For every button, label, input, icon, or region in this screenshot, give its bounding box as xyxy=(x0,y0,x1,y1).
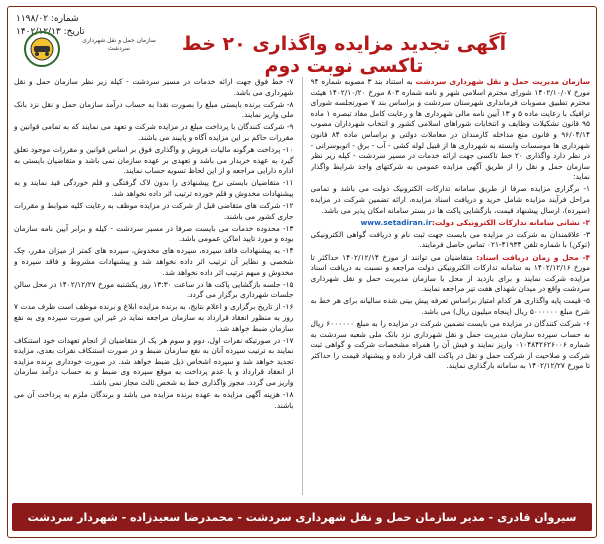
paragraph-text: ۳- علاقمندان به شرکت در مزایده می بایست جهت ثبت نام و دریافت گواهی الکترونیکی (توکن) با شماره تلفن ۴۱۹۳۴-۰۲۱ تماس حاصل فرمایند. xyxy=(310,229,590,250)
paragraph-text: ۱۸- هزینه آگهی مزایده به عهده برنده مزایده می باشد و برندگان ملزم به پرداخت آن می باشند. xyxy=(14,390,294,410)
paragraph-text: ۱۷- در صورتیکه نفرات اول، دوم و سوم هر یک از متقاضیان از انجام تعهدات خود استنکاف نمایند به ترتیب سپرده آنان به نفع سازمان ضبط و در صورت استنکاف نفرات بعدی، مزایده تجدید خواهد شد و سپرده اشخاص ذیل ضبط خواهد شد. در صورت خودداری برنده مزایده از انعقاد قرارداد و یا عدم پرداخت به موقع سپرده وی ضبط و به حساب درآمد سازمان واریز می گردد. مجوز واگذاری خط به شخص ثالث مجاز نمی باشد. xyxy=(14,335,294,388)
paragraph-text: ۵- قیمت پایه واگذاری هر کدام امتیاز براساس تعرفه پیش بینی شده سالیانه برای هر خط به شرح مبلغ ۵۰۰۰۰۰۰ ریال (پنجاه میلیون ریال) می باشد. xyxy=(310,296,590,316)
notice-paragraph xyxy=(14,178,294,199)
notice-paragraph xyxy=(14,302,294,334)
notice-paragraph xyxy=(311,319,591,372)
signatories: سیروان قادری - مدیر سازمان حمل و نقل شهرداری سردشت - محمدرضا سعیدزاده - شهردار سردشت xyxy=(27,510,577,524)
notice-paragraph xyxy=(14,201,294,222)
notice-paragraph xyxy=(14,77,294,98)
paragraph-text: ۹- شرکت کنندگان با پرداخت مبلغ در مزایده شرکت و تعهد می نمایند که به تمامی قوانین و مقررات حاکم بر این مزایده آگاه و پایبند می باشند. xyxy=(14,122,294,142)
paragraph-text: ۶- شرکت کنندگان در مزایده می بایست تضمین شرکت در مزایده را به مبلغ ۶۰۰۰۰۰۰ ریال به حساب سپرده سازمان مدیریت حمل و نقل شهرداری نزد بانک ملی شعبه سردشت به شماره ۰۱۰۴۸۴۲۶۲۶۰۰۶ واریز نمایند و فیش آن را همراه مشخصات شرکت و گواهی ثبت شرکت و صلاحیت از شرکت حمل و نقل در پاکت الف قرار داده و پیشنهاد قیمت را حداکثر تا مورخ ۱۴۰۲/۱۲/۲۷ به سامانه بارگذاری نمایند. xyxy=(310,319,590,371)
notice-frame xyxy=(7,6,597,538)
paragraph-text: متقاضیان می توانند از مورخ ۱۴۰۲/۱۲/۱۴ حداکثر تا مورخ ۱۴۰۲/۱۲/۱۶ به سامانه تدارکات الکترونیکی دولت مراجعه و نسبت به دریافت اسناد مزایده شرکت نمایند و برای بازدید از محل با سازمان مدیریت حمل و نقل شهرداری سردشت واقع در میدان شهدای هفت تیر مراجعه نمایند. xyxy=(310,252,590,294)
notice-paragraph xyxy=(311,230,591,251)
notice-paragraph xyxy=(14,100,294,121)
left-column xyxy=(14,77,294,495)
paragraph-text: ۱۰- پرداخت هرگونه مالیات فروش و واگذاری فوق بر اساس قوانین و مقررات موجود تعلق گیرد به عهده خریدار می باشد و تعهدی بر عهده سازمان نمی باشد و متقاضیان بایستی به اداره دارایی مراجعه و از این لحاظ تسویه حساب نمایند. xyxy=(14,145,294,176)
notice-paragraph xyxy=(311,77,591,183)
highlighted-text: ۲- نشانی سامانه تدارکات الکترونیکی دولت: xyxy=(431,217,590,227)
notice-paragraph xyxy=(311,218,591,229)
setad-website-link[interactable]: www.setadiran.ir xyxy=(357,217,432,227)
paragraph-text: ۸- شرکت برنده بایستی مبلغ را بصورت نقدا به حساب درآمد سازمان حمل و نقل نزد بانک ملی واریز نمایند. xyxy=(14,99,294,120)
notice-body xyxy=(14,77,590,495)
notice-header xyxy=(14,11,590,77)
notice-paragraph xyxy=(311,184,591,216)
logo-caption: سازمان حمل و نقل شهرداری سردشت xyxy=(82,37,156,52)
notice-paragraph xyxy=(311,296,591,317)
highlighted-text: سازمان مدیریت حمل و نقل شهرداری سردشت xyxy=(415,77,590,86)
paragraph-text: ۱۴- به پیشنهادات فاقد سپرده، سپرده های مخدوش، سپرده های کمتر از میزان مقرر، چک شخصی و نظایر آن ترتیب اثر داده نخواهد شد و پیشنهادات مشروط و فاقد سپرده و مخدوش و مبهم ترتیب اثر داده نخواهد شد. xyxy=(14,246,294,277)
paragraph-text: به استناد بند ۳ مصوبه شماره ۹۴ مورخ ۱۴۰۲/۱۰/۰۷ شورای محترم اسلامی شهر و نامه شماره ۸۰۳ مورخ ۱۴۰۲/۱۰/۲۰ هیئت محترم تطبیق مصوبات فرمانداری شهرستان سردشت و براساس بند ۷ صورتجلسه شورای ترافیک با رعایت ماده ۵ و ۱۳ آیین نامه مالی شهرداری ها و رعایت کامل مفاد تبصره ۱ ماده ۹۵ قانون تشکیلات وظایف و انتخابات شوراهای اسلامی کشور و انتخاب شهرداران مصوب ۹۶/۰۴/۱۴ و قانون منع مداخله کارمندان در معاملات دولتی و براساس ماده ۸۴ قانون شهرداری ها موسسات وابسته به شهرداری ها از قبیل لوله کشی - آب - برق - اتوبوسرانی - در نظر دارد واگذاری ۲۰ خط تاکسی جهت ارائه خدمات در مسیر سردشت - کیله زیر نظر سازمان حمل و نقل را از طریق آگهی مزایده عمومی به شرکتهای واجد شرایط واگذار نماید: xyxy=(310,77,590,182)
signature-footer xyxy=(12,503,592,531)
notice-paragraph xyxy=(14,280,294,301)
paragraph-text: ۱۵- جلسه بازگشایی پاکت ها در ساعت ۱۳:۳۰ روز یکشنبه مورخ ۱۴۰۲/۱۲/۲۷ در محل سالن جلسات شهرداری برگزار می گردد. xyxy=(14,279,294,300)
taxi-organization-logo-icon xyxy=(22,29,78,69)
paragraph-text: ۷- خط فوق جهت ارائه خدمات در مسیر سردشت - کیله زیر نظر سازمان حمل و نقل شهرداری می باشد. xyxy=(14,77,294,97)
paragraph-text: ۱۱- متقاضیان بایستی نرخ پیشنهادی را بدون لاک گرفتگی و قلم خوردگی قید نمایند و به پیشنهادات مخدوش و قلم خورده ترتیب اثر داده نخواهد شد. xyxy=(14,178,294,198)
paragraph-text: ۱۳- محدوده خدمات می بایست صرفا در مسیر سردشت - کیله و برابر آیین نامه سازمان بوده و مورد تایید اماکن عمومی باشد. xyxy=(14,223,294,244)
paragraph-text: ۱۶- از تاریخ برگزاری و اعلام نتایج، به برنده مزایده ابلاغ و برنده موظف است ظرف مدت ۷ روز به منظور انعقاد قرارداد به سازمان مراجعه نماید در غیر این صورت سپرده وی به نفع سازمان ضبط خواهد شد. xyxy=(14,302,294,333)
notice-title: آگهی تجدید مزایده واگذاری ۲۰ خط تاکسی نوبت دوم xyxy=(181,33,507,77)
notice-paragraph xyxy=(14,145,294,177)
highlighted-text: ۴- محل و زمان دریافت اسناد: xyxy=(476,252,590,262)
column-divider xyxy=(302,77,303,495)
notice-date: تاریخ: ۱۴۰۲/۱۲/۱۳ xyxy=(16,27,85,37)
notice-number: شماره: ۱۱۹۸/۰۲ xyxy=(16,14,79,24)
notice-paragraph xyxy=(14,246,294,278)
notice-paragraph xyxy=(14,224,294,245)
notice-paragraph xyxy=(311,253,591,295)
notice-paragraph xyxy=(14,390,294,411)
paragraph-text: ۱۲- شرکت های متقاضی قبل از شرکت در مزایده موظف به رعایت کلیه ضوابط و مقررات جاری کشور می باشند. xyxy=(14,201,294,221)
notice-paragraph xyxy=(14,122,294,143)
notice-paragraph xyxy=(14,336,294,389)
right-column xyxy=(311,77,591,495)
paragraph-text: ۱- برگزاری مزایده صرفا از طریق سامانه تدارکات الکترونیک دولت می باشد و تمامی مراحل فرآیند مزایده شامل خرید و دریافت اسناد مزایده، ارائه تضمین شرکت در مزایده (سپرده)، ارسال پیشنهاد قیمت، بازگشایی پاکت ها در بستر سامانه امکان پذیر می باشد. xyxy=(310,184,590,215)
